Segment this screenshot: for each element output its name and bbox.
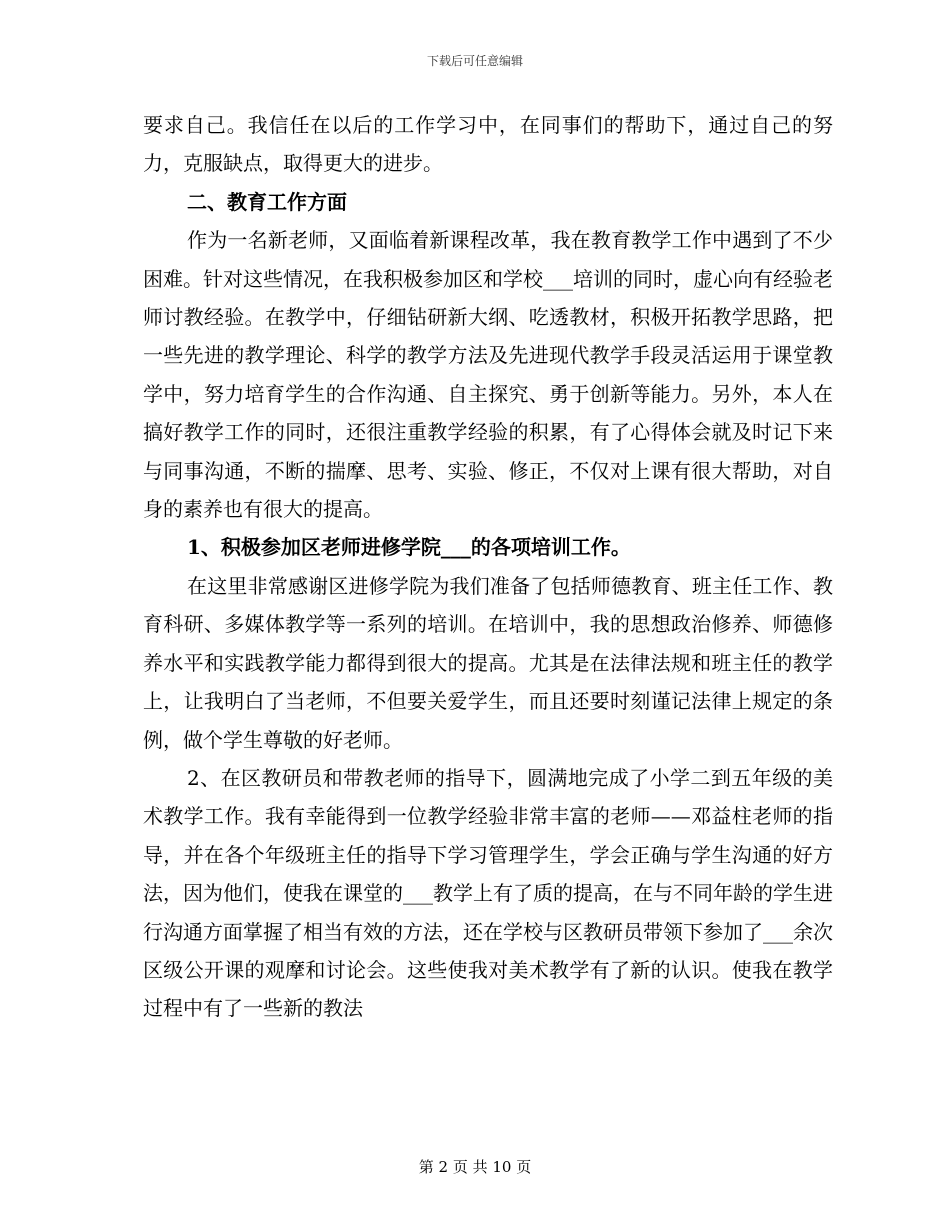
page-header: 下载后可任意编辑 [426,54,523,68]
paragraph-education-work: 作为一名新老师，又面临着新课程改革，我在教育教学工作中遇到了不少困难。针对这些情况，在我积极参加区和学校___培训的同时，虚心向有经验老师讨教经验。在教学中，仔细钻研新大纲、吃透教材，积极开拓教学思路，把一些先进的教学理论、科学的教学方法及先进现代教学手段灵活运用于课堂教学中，努力培育学生的合作沟通、自主探究、勇于创新等能力。另外，本人在搞好教学工作的同时，还很注重教学经验的积累，有了心得体会就及时记下来与同事沟通，不断的揣摩、思考、实验、修正，不仅对上课有很大帮助，对自身的素养也有很大的提高。 [143,228,833,522]
page-number: 第 2 页 共 10 页 [418,1158,532,1176]
paragraph-training: 在这里非常感谢区进修学院为我们准备了包括师德教育、班主任工作、教育科研、多媒体教学等一系列的培训。在培训中，我的思想政治修养、师德修养水平和实践教学能力都得到很大的提高。尤其是在法律法规和班主任的教学上，让我明白了当老师，不但要关爱学生，而且还要时刻谨记法律上规定的条例，做个学生尊敬的好老师。 [143,573,833,752]
section-heading-education: 二、教育工作方面 [187,189,347,214]
paragraph-art-teaching: 2、在区教研员和带教老师的指导下，圆满地完成了小学二到五年级的美术教学工作。我有幸能得到一位教学经验非常丰富的老师——邓益柱老师的指导，并在各个年级班主任的指导下学习管理学生，学会正确与学生沟通的好方法，因为他们，使我在课堂的___教学上有了质的提高，在与不同年龄的学生进行沟通方面掌握了相当有效的方法，还在学校与区教研员带领下参加了___余次区级公开课的观摩和讨论会。这些使我对美术教学有了新的认识。使我在教学过程中有了一些新的教法 [143,765,833,1021]
document-body [143,106,833,1028]
item-heading-training: 1、积极参加区老师进修学院___的各项培训工作。 [187,535,631,560]
paragraph-continuation: 要求自己。我信任在以后的工作学习中，在同事们的帮助下，通过自己的努力，克服缺点，取得更大的进步。 [143,113,833,176]
